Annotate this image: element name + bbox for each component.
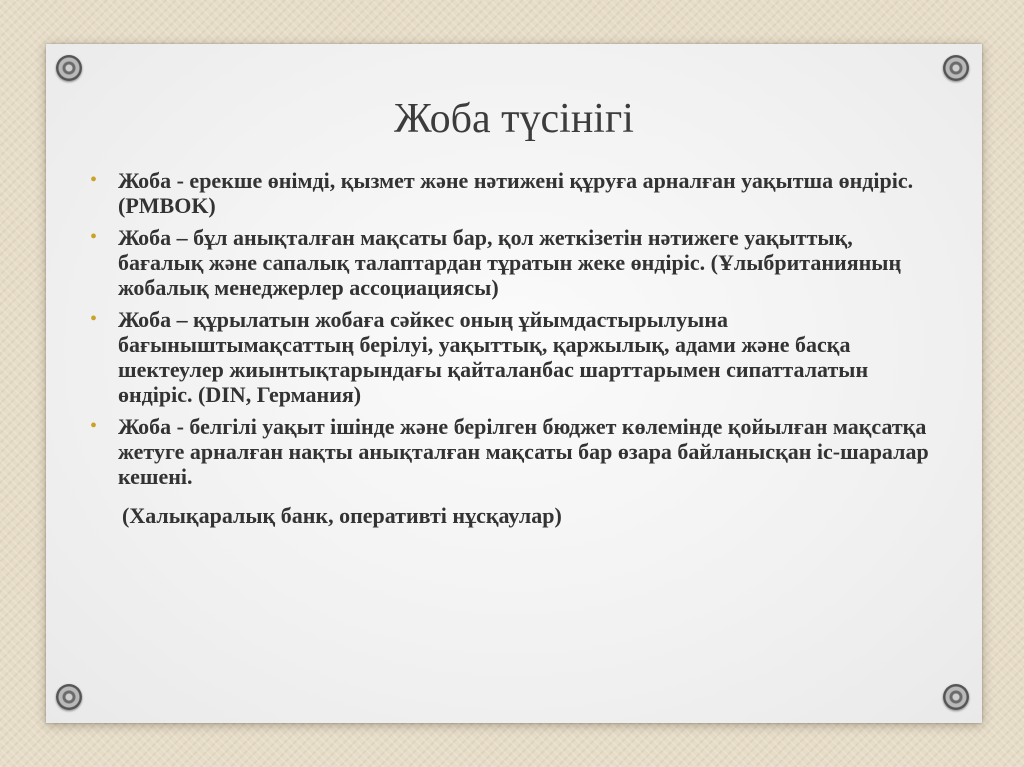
bullet-list bbox=[90, 168, 940, 489]
bullet-text: Жоба - ерекше өнімді, қызмет және нәтижені құруға арналған уақытша өндіріс. (PMBOK) bbox=[118, 168, 914, 218]
pin-bottom-right-icon bbox=[943, 684, 969, 710]
slide-content bbox=[90, 168, 940, 528]
bullet-icon: • bbox=[90, 226, 98, 248]
bullet-item bbox=[90, 307, 940, 407]
pin-bottom-left-icon bbox=[56, 684, 82, 710]
bullet-text: Жоба - белгілі уақыт ішінде және берілген бюджет көлемінде қойылған мақсатқа жетуге арналған нақты анықталған мақсаты бар өзара байланысқан іс-шаралар кешені. bbox=[118, 414, 929, 489]
bullet-text: Жоба – құрылатын жобаға сәйкес оның ұйымдастырылуына бағыныштымақсаттың берілуі, уақыттық, қаржылық, адами және басқа шектеулер жиынтықтарындағы қайталанбас шарттарымен сипатталатын өндіріс. (DIN, Германия) bbox=[118, 307, 869, 407]
source-note: (Халықаралық банк, оперативті нұсқаулар) bbox=[122, 503, 562, 528]
bullet-icon: • bbox=[90, 169, 98, 191]
bullet-item bbox=[90, 225, 940, 300]
bullet-item bbox=[90, 414, 940, 489]
pin-top-left-icon bbox=[56, 55, 82, 81]
bullet-icon: • bbox=[90, 415, 98, 437]
bullet-text: Жоба – бұл анықталған мақсаты бар, қол жеткізетін нәтижеге уақыттық, бағалық және сапалық талаптардан тұратын жеке өндіріс. (Ұлыбританияның жобалық менеджерлер ассоциациясы) bbox=[118, 225, 902, 300]
slide-title: Жоба түсінігі bbox=[394, 96, 634, 142]
pin-top-right-icon bbox=[943, 55, 969, 81]
bullet-item bbox=[90, 168, 940, 218]
bullet-icon: • bbox=[90, 308, 98, 330]
